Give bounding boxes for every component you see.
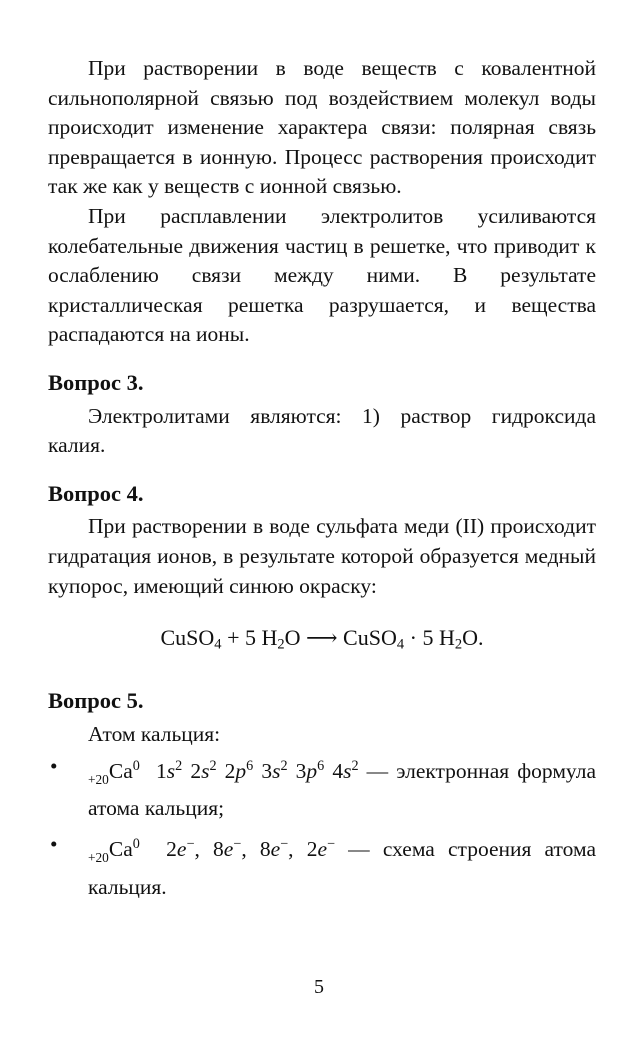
calcium-scheme: $_{+20}Ca^0$ 2e−, 8e−, 8e−, 2e− (88, 835, 335, 865)
bullet-atom-scheme (48, 830, 596, 902)
bullet-2-text: — схема строения атома кальция. (88, 836, 596, 899)
calcium-formula: $_{+20}Ca^0$ $1s^2$ $2s^2$ $2p^6$ $3s^2$ $3p^6$ $4s^2$ (88, 757, 359, 787)
bullet-1-text: — электронная формула атома кальция; (88, 758, 597, 821)
heading-question-4: Вопрос 4. (48, 480, 144, 506)
heading-question-3: Вопрос 3. (48, 369, 144, 395)
paragraph-dissolution: При растворении в воде веществ с ковалентной сильнополярной связью под воздействием молекул воды происходит изменение характера связи: полярная связь превращается в ионную. Процесс растворения происходит так же как у веществ с ионной связью. (48, 56, 596, 199)
page-content (48, 54, 596, 908)
answer-question-3: Электролитами являются: 1) раствор гидроксида калия. (48, 403, 596, 458)
bullet-icon: • (50, 831, 58, 856)
answer-question-4: При растворении в воде сульфата меди (II) происходит гидратация ионов, в результате которой образуется медный купорос, имеющий синюю окраску: (48, 514, 596, 598)
bullet-electron-formula (48, 752, 596, 824)
chemical-equation: CuSO$_4$ + 5 $H_2O$ ⟶ CuSO$_4$ · 5 $H_2O$. (160, 625, 484, 653)
paragraph-melting: При расплавлении электролитов усиливаются колебательные движения частиц в решетке, что приводит к ослаблению связи между ними. В результате кристаллическая решетка разрушается, и вещества распадаются на ионы. (48, 203, 596, 347)
bullet-icon: • (50, 753, 58, 778)
heading-question-5: Вопрос 5. (48, 688, 144, 714)
calcium-lead: Атом кальция: (88, 721, 221, 746)
page-number: 5 (314, 976, 324, 998)
